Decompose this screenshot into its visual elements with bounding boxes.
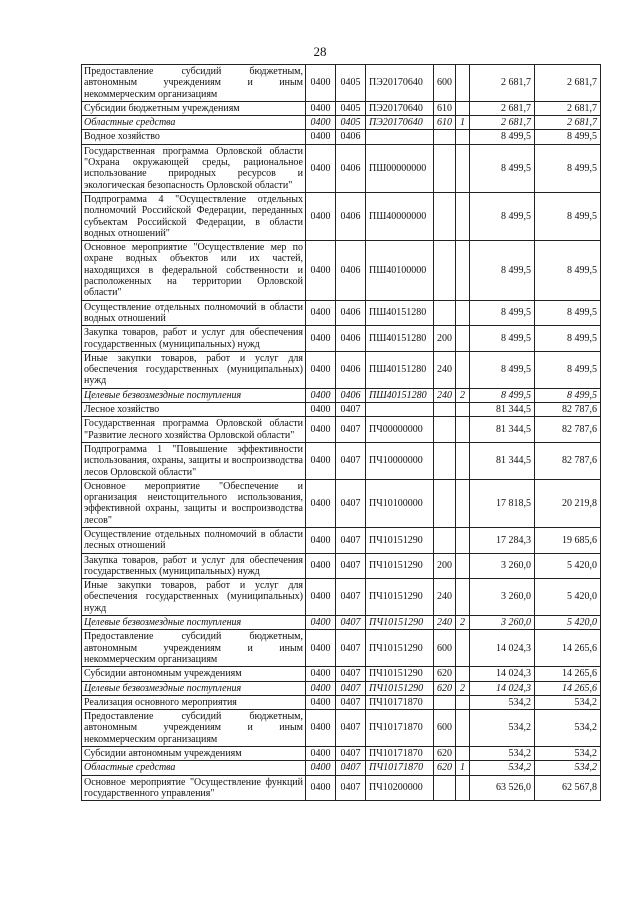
- expense-type-code: [434, 300, 456, 326]
- funding-source-code: [456, 65, 470, 102]
- row-name: Целевые безвозмездные поступления: [82, 681, 306, 695]
- expense-type-code: 240: [434, 616, 456, 630]
- amount-year-1: 3 260,0: [470, 579, 535, 616]
- funding-source-code: [456, 351, 470, 388]
- table-row: [82, 681, 601, 695]
- row-name: Областные средства: [82, 116, 306, 130]
- target-article-code: ПЧ10151290: [366, 553, 434, 579]
- subsection-code: 0407: [336, 527, 366, 553]
- target-article-code: ПЧ10151290: [366, 579, 434, 616]
- amount-year-1: 8 499,5: [470, 351, 535, 388]
- expense-type-code: 620: [434, 681, 456, 695]
- subsection-code: 0406: [336, 326, 366, 352]
- target-article-code: ПЧ10151290: [366, 630, 434, 667]
- row-name: Субсидии бюджетным учреждениям: [82, 101, 306, 115]
- funding-source-code: [456, 241, 470, 300]
- funding-source-code: [456, 579, 470, 616]
- section-code: 0400: [306, 116, 336, 130]
- amount-year-1: 8 499,5: [470, 300, 535, 326]
- row-name: Водное хозяйство: [82, 130, 306, 144]
- funding-source-code: [456, 775, 470, 801]
- amount-year-2: 2 681,7: [535, 101, 601, 115]
- amount-year-1: 8 499,5: [470, 192, 535, 240]
- row-name: Субсидии автономным учреждениям: [82, 747, 306, 761]
- subsection-code: 0407: [336, 442, 366, 479]
- funding-source-code: [456, 667, 470, 681]
- section-code: 0400: [306, 630, 336, 667]
- section-code: 0400: [306, 695, 336, 709]
- table-row: [82, 553, 601, 579]
- target-article-code: ПЧ00000000: [366, 417, 434, 443]
- table-row: [82, 326, 601, 352]
- amount-year-1: 81 344,5: [470, 403, 535, 417]
- expense-type-code: 240: [434, 351, 456, 388]
- amount-year-1: 81 344,5: [470, 442, 535, 479]
- target-article-code: ПШ40151280: [366, 388, 434, 402]
- amount-year-1: 2 681,7: [470, 101, 535, 115]
- row-name: Подпрограмма 4 "Осуществление отдельных полномочий Российской Федерации, переданных субъектам Российской Федерации, в области водных отношений": [82, 192, 306, 240]
- target-article-code: ПШ40000000: [366, 192, 434, 240]
- amount-year-2: 19 685,6: [535, 527, 601, 553]
- amount-year-1: 8 499,5: [470, 130, 535, 144]
- table-row: [82, 192, 601, 240]
- expense-type-code: 620: [434, 747, 456, 761]
- row-name: Субсидии автономным учреждениям: [82, 667, 306, 681]
- amount-year-1: 2 681,7: [470, 65, 535, 102]
- expense-type-code: [434, 403, 456, 417]
- table-row: [82, 442, 601, 479]
- funding-source-code: [456, 553, 470, 579]
- row-name: Основное мероприятие "Осуществление функций государственного управления": [82, 775, 306, 801]
- target-article-code: ПЧ10000000: [366, 442, 434, 479]
- amount-year-2: 5 420,0: [535, 616, 601, 630]
- row-name: Государственная программа Орловской области "Охрана окружающей среды, рациональное использование природных ресурсов и экологическая безопасность Орловской области": [82, 144, 306, 192]
- section-code: 0400: [306, 616, 336, 630]
- section-code: 0400: [306, 101, 336, 115]
- target-article-code: ПЧ10100000: [366, 479, 434, 527]
- amount-year-1: 534,2: [470, 761, 535, 775]
- expense-type-code: [434, 695, 456, 709]
- target-article-code: ПЧ10151290: [366, 681, 434, 695]
- table-row: [82, 130, 601, 144]
- subsection-code: 0407: [336, 667, 366, 681]
- funding-source-code: 2: [456, 616, 470, 630]
- expense-type-code: 600: [434, 630, 456, 667]
- subsection-code: 0407: [336, 695, 366, 709]
- amount-year-1: 8 499,5: [470, 388, 535, 402]
- table-row: [82, 630, 601, 667]
- row-name: Иные закупки товаров, работ и услуг для обеспечения государственных (муниципальных) нужд: [82, 351, 306, 388]
- amount-year-2: 8 499,5: [535, 144, 601, 192]
- expense-type-code: 620: [434, 667, 456, 681]
- amount-year-2: 5 420,0: [535, 579, 601, 616]
- subsection-code: 0407: [336, 417, 366, 443]
- row-name: Предоставление субсидий бюджетным, автономным учреждениям и иным некоммерческим организациям: [82, 630, 306, 667]
- amount-year-1: 14 024,3: [470, 681, 535, 695]
- section-code: 0400: [306, 442, 336, 479]
- funding-source-code: [456, 710, 470, 747]
- amount-year-1: 17 284,3: [470, 527, 535, 553]
- row-name: Закупка товаров, работ и услуг для обеспечения государственных (муниципальных) нужд: [82, 326, 306, 352]
- row-name: Подпрограмма 1 "Повышение эффективности использования, охраны, защиты и воспроизводства лесов Орловской области": [82, 442, 306, 479]
- table-row: [82, 144, 601, 192]
- funding-source-code: [456, 101, 470, 115]
- table-row: [82, 710, 601, 747]
- funding-source-code: [456, 630, 470, 667]
- section-code: 0400: [306, 527, 336, 553]
- section-code: 0400: [306, 761, 336, 775]
- amount-year-1: 3 260,0: [470, 553, 535, 579]
- subsection-code: 0407: [336, 681, 366, 695]
- section-code: 0400: [306, 65, 336, 102]
- funding-source-code: [456, 479, 470, 527]
- target-article-code: ПЧ10171870: [366, 695, 434, 709]
- funding-source-code: 1: [456, 761, 470, 775]
- table-row: [82, 300, 601, 326]
- subsection-code: 0406: [336, 300, 366, 326]
- subsection-code: 0406: [336, 351, 366, 388]
- amount-year-2: 82 787,6: [535, 442, 601, 479]
- table-row: [82, 579, 601, 616]
- subsection-code: 0407: [336, 761, 366, 775]
- row-name: Основное мероприятие "Обеспечение и организация неистощительного использования, эффективной охраны, защиты и воспроизводства лесов": [82, 479, 306, 527]
- expense-type-code: 200: [434, 326, 456, 352]
- section-code: 0400: [306, 403, 336, 417]
- row-name: Реализация основного мероприятия: [82, 695, 306, 709]
- subsection-code: 0406: [336, 130, 366, 144]
- amount-year-1: 8 499,5: [470, 326, 535, 352]
- section-code: 0400: [306, 775, 336, 801]
- funding-source-code: 2: [456, 388, 470, 402]
- section-code: 0400: [306, 479, 336, 527]
- expense-type-code: [434, 241, 456, 300]
- funding-source-code: [456, 192, 470, 240]
- row-name: Областные средства: [82, 761, 306, 775]
- expense-type-code: [434, 527, 456, 553]
- amount-year-2: 534,2: [535, 747, 601, 761]
- subsection-code: 0407: [336, 616, 366, 630]
- section-code: 0400: [306, 130, 336, 144]
- subsection-code: 0405: [336, 101, 366, 115]
- funding-source-code: [456, 417, 470, 443]
- expense-type-code: 620: [434, 761, 456, 775]
- target-article-code: ПШ40100000: [366, 241, 434, 300]
- expense-type-code: 610: [434, 101, 456, 115]
- section-code: 0400: [306, 667, 336, 681]
- target-article-code: ПЧ10151290: [366, 527, 434, 553]
- subsection-code: 0407: [336, 710, 366, 747]
- amount-year-1: 2 681,7: [470, 116, 535, 130]
- funding-source-code: [456, 300, 470, 326]
- row-name: Закупка товаров, работ и услуг для обеспечения государственных (муниципальных) нужд: [82, 553, 306, 579]
- table-row: [82, 667, 601, 681]
- page-number: 28: [313, 44, 327, 59]
- target-article-code: ПШ40151280: [366, 326, 434, 352]
- amount-year-1: 63 526,0: [470, 775, 535, 801]
- amount-year-2: 8 499,5: [535, 241, 601, 300]
- row-name: Осуществление отдельных полномочий в области водных отношений: [82, 300, 306, 326]
- funding-source-code: [456, 144, 470, 192]
- amount-year-1: 534,2: [470, 710, 535, 747]
- section-code: 0400: [306, 326, 336, 352]
- amount-year-2: 5 420,0: [535, 553, 601, 579]
- section-code: 0400: [306, 351, 336, 388]
- expense-type-code: [434, 144, 456, 192]
- subsection-code: 0406: [336, 388, 366, 402]
- amount-year-2: 534,2: [535, 695, 601, 709]
- amount-year-2: 14 265,6: [535, 667, 601, 681]
- target-article-code: [366, 130, 434, 144]
- row-name: Осуществление отдельных полномочий в области лесных отношений: [82, 527, 306, 553]
- amount-year-1: 534,2: [470, 747, 535, 761]
- table-row: [82, 241, 601, 300]
- amount-year-1: 8 499,5: [470, 144, 535, 192]
- row-name: Лесное хозяйство: [82, 403, 306, 417]
- target-article-code: ПЭ20170640: [366, 116, 434, 130]
- subsection-code: 0406: [336, 192, 366, 240]
- table-body: [82, 65, 601, 801]
- subsection-code: 0406: [336, 241, 366, 300]
- section-code: 0400: [306, 417, 336, 443]
- table-row: [82, 417, 601, 443]
- amount-year-1: 81 344,5: [470, 417, 535, 443]
- subsection-code: 0405: [336, 116, 366, 130]
- amount-year-2: 8 499,5: [535, 326, 601, 352]
- table-row: [82, 527, 601, 553]
- expense-type-code: 600: [434, 65, 456, 102]
- target-article-code: ПЭ20170640: [366, 65, 434, 102]
- row-name: Предоставление субсидий бюджетным, автономным учреждениям и иным некоммерческим организациям: [82, 710, 306, 747]
- section-code: 0400: [306, 579, 336, 616]
- target-article-code: ПШ40151280: [366, 300, 434, 326]
- amount-year-2: 8 499,5: [535, 300, 601, 326]
- funding-source-code: [456, 442, 470, 479]
- table-row: [82, 351, 601, 388]
- funding-source-code: [456, 527, 470, 553]
- amount-year-1: 3 260,0: [470, 616, 535, 630]
- amount-year-1: 534,2: [470, 695, 535, 709]
- subsection-code: 0407: [336, 630, 366, 667]
- expense-type-code: 200: [434, 553, 456, 579]
- expense-type-code: [434, 775, 456, 801]
- subsection-code: 0405: [336, 65, 366, 102]
- section-code: 0400: [306, 388, 336, 402]
- amount-year-2: 14 265,6: [535, 681, 601, 695]
- amount-year-1: 14 024,3: [470, 630, 535, 667]
- table-row: [82, 761, 601, 775]
- section-code: 0400: [306, 192, 336, 240]
- amount-year-2: 14 265,6: [535, 630, 601, 667]
- funding-source-code: [456, 130, 470, 144]
- funding-source-code: [456, 747, 470, 761]
- funding-source-code: [456, 326, 470, 352]
- section-code: 0400: [306, 553, 336, 579]
- section-code: 0400: [306, 241, 336, 300]
- table-row: [82, 65, 601, 102]
- funding-source-code: 1: [456, 116, 470, 130]
- subsection-code: 0407: [336, 403, 366, 417]
- subsection-code: 0406: [336, 144, 366, 192]
- expense-type-code: [434, 130, 456, 144]
- subsection-code: 0407: [336, 747, 366, 761]
- section-code: 0400: [306, 747, 336, 761]
- subsection-code: 0407: [336, 579, 366, 616]
- row-name: Целевые безвозмездные поступления: [82, 388, 306, 402]
- expense-type-code: 600: [434, 710, 456, 747]
- row-name: Предоставление субсидий бюджетным, автономным учреждениям и иным некоммерческим организациям: [82, 65, 306, 102]
- table-row: [82, 388, 601, 402]
- subsection-code: 0407: [336, 775, 366, 801]
- amount-year-2: 534,2: [535, 761, 601, 775]
- table-row: [82, 695, 601, 709]
- target-article-code: ПЧ10151290: [366, 616, 434, 630]
- expense-type-code: [434, 479, 456, 527]
- table-row: [82, 479, 601, 527]
- target-article-code: ПШ40151280: [366, 351, 434, 388]
- amount-year-1: 8 499,5: [470, 241, 535, 300]
- budget-table: [81, 64, 601, 801]
- table-row: [82, 403, 601, 417]
- table-row: [82, 101, 601, 115]
- target-article-code: [366, 403, 434, 417]
- amount-year-2: 20 219,8: [535, 479, 601, 527]
- row-name: Целевые безвозмездные поступления: [82, 616, 306, 630]
- subsection-code: 0407: [336, 553, 366, 579]
- amount-year-2: 8 499,5: [535, 130, 601, 144]
- subsection-code: 0407: [336, 479, 366, 527]
- funding-source-code: [456, 695, 470, 709]
- amount-year-2: 62 567,8: [535, 775, 601, 801]
- expense-type-code: 240: [434, 579, 456, 616]
- amount-year-1: 17 818,5: [470, 479, 535, 527]
- amount-year-1: 14 024,3: [470, 667, 535, 681]
- expense-type-code: [434, 417, 456, 443]
- table-row: [82, 116, 601, 130]
- amount-year-2: 82 787,6: [535, 417, 601, 443]
- amount-year-2: 2 681,7: [535, 116, 601, 130]
- expense-type-code: 240: [434, 388, 456, 402]
- section-code: 0400: [306, 144, 336, 192]
- amount-year-2: 8 499,5: [535, 192, 601, 240]
- target-article-code: ПЧ10171870: [366, 747, 434, 761]
- row-name: Основное мероприятие "Осуществление мер по охране водных объектов или их частей, находящихся в федеральной собственности и расположенных на территории Орловской области": [82, 241, 306, 300]
- target-article-code: ПЧ10171870: [366, 761, 434, 775]
- amount-year-2: 8 499,5: [535, 351, 601, 388]
- amount-year-2: 2 681,7: [535, 65, 601, 102]
- table-row: [82, 747, 601, 761]
- target-article-code: ПЧ10171870: [366, 710, 434, 747]
- target-article-code: ПЧ10151290: [366, 667, 434, 681]
- funding-source-code: [456, 403, 470, 417]
- table-row: [82, 775, 601, 801]
- funding-source-code: 2: [456, 681, 470, 695]
- section-code: 0400: [306, 710, 336, 747]
- target-article-code: ПШ00000000: [366, 144, 434, 192]
- expense-type-code: 610: [434, 116, 456, 130]
- table-row: [82, 616, 601, 630]
- amount-year-2: 82 787,6: [535, 403, 601, 417]
- section-code: 0400: [306, 300, 336, 326]
- target-article-code: ПЭ20170640: [366, 101, 434, 115]
- row-name: Иные закупки товаров, работ и услуг для обеспечения государственных (муниципальных) нужд: [82, 579, 306, 616]
- target-article-code: ПЧ10200000: [366, 775, 434, 801]
- expense-type-code: [434, 192, 456, 240]
- section-code: 0400: [306, 681, 336, 695]
- row-name: Государственная программа Орловской области "Развитие лесного хозяйства Орловской области": [82, 417, 306, 443]
- amount-year-2: 534,2: [535, 710, 601, 747]
- amount-year-2: 8 499,5: [535, 388, 601, 402]
- expense-type-code: [434, 442, 456, 479]
